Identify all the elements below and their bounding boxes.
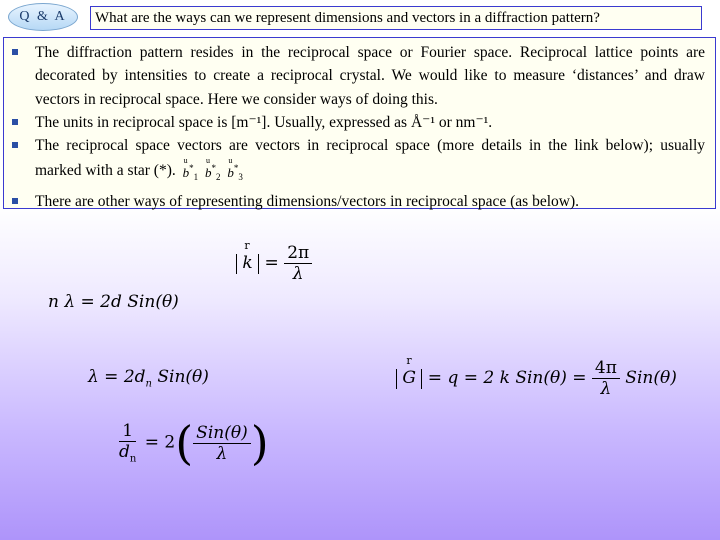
bullet-item bbox=[4, 190, 715, 213]
bullet-text: The diffraction pattern resides in the reciprocal space or Fourier space. Reciprocal lattice points are decorated by intensities to create a reciprocal crystal. We would like to measure ‘distances’ and draw vectors in reciprocal space. Here we consider ways of doing this. bbox=[35, 44, 705, 108]
square-bullet-icon bbox=[12, 119, 18, 125]
square-bullet-icon bbox=[12, 142, 18, 148]
reciprocal-vector-b3: u $b^*_3$ bbox=[227, 156, 243, 183]
reciprocal-vector-b1: u $b^*_1$ bbox=[182, 156, 199, 183]
bullet-text: The reciprocal space vectors are vectors in reciprocal space (more details in the link below); usually marked with a star (*). bbox=[35, 137, 705, 180]
equation-bragg: n λ = 2d Sin(θ) bbox=[48, 292, 179, 312]
bullet-list bbox=[4, 41, 715, 213]
bullet-item bbox=[4, 111, 715, 134]
equation-inverse-dn: $\frac{1}{d_n}$ = 2( $\frac{\text{Sin(θ)}}{\lambda}$ ) bbox=[119, 416, 269, 470]
square-bullet-icon bbox=[12, 198, 18, 204]
equation-G-magnitude: r G = q = 2 k Sin(θ) = $\frac{4\pi}{\lambda}$ Sin(θ) bbox=[396, 358, 677, 399]
square-bullet-icon bbox=[12, 49, 18, 55]
bullet-item bbox=[4, 41, 715, 111]
bullet-item bbox=[4, 134, 715, 190]
reciprocal-vector-b2: u $b^*_2$ bbox=[205, 156, 221, 183]
equation-lambda-dn: $\lambda = 2d_n$ Sin(θ) bbox=[88, 367, 209, 390]
equation-k-magnitude: r k = $\frac{2\pi}{\lambda}$ bbox=[236, 243, 312, 284]
bullet-text: The units in reciprocal space is [m⁻¹]. Usually, expressed as Å⁻¹ or nm⁻¹. bbox=[35, 113, 493, 131]
slide-title: What are the ways can we represent dimensions and vectors in a diffraction pattern? bbox=[90, 6, 702, 30]
content-box bbox=[3, 37, 716, 209]
qa-badge: Q & A bbox=[8, 3, 78, 31]
bullet-text: There are other ways of representing dimensions/vectors in reciprocal space (as below). bbox=[35, 192, 580, 210]
